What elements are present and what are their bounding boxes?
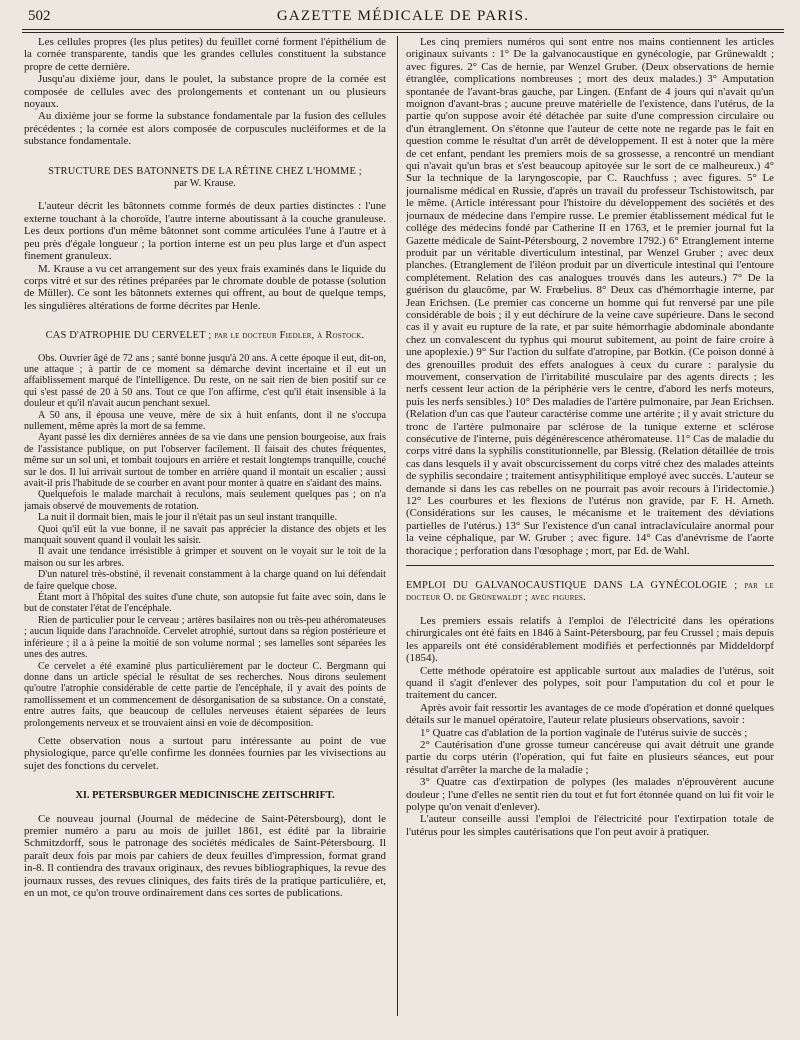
cerebellum-observation <box>24 353 386 729</box>
right-column <box>406 36 774 1026</box>
list-item: 3° Quatre cas d'extirpation de polypes (les malades n'éprouvèrent aucune douleur ; l'une d'elles ne sentit rien du tout et fut fort étonnée quand on lui fit voir le polype qu'on venait d'enlever). <box>406 776 774 813</box>
cornea-paragraph-2: Jusqu'au dixième jour, dans le poulet, la substance propre de la cornée est composée de cellules avec des prolongements et contenant un ou plusieurs noyaux. <box>24 73 386 111</box>
observation-paragraph: D'un naturel très-obstiné, il revenait constamment à la charge quand on lui défendait de faire quelque chose. <box>24 569 386 592</box>
petersburg-paragraph-1: Ce nouveau journal (Journal de médecine de Saint-Pétersbourg), dont le premier numéro a paru au mois de juillet 1861, est édité par la librairie Schmitzdorff, sous le patronage des sociétés médicales de Saint-Pétersbourg. Il paraît deux fois par mois par cahiers de deux feuilles d'impression, format grand in-8. Il contiendra des travaux originaux, des revues bibliographiques, la revue des journaux russes, des revues cliniques, des faits tirés de la pratique particulière, et, en un mot, ce qu'on trouve ordinairement dans ces sortes de publications. <box>24 812 386 899</box>
header-rule <box>22 29 784 30</box>
galvanocaustic-paragraph-2: Cette méthode opératoire est applicable surtout aux maladies de l'utérus, soit quand il s'agit d'enlever des polypes, soit pour l'amputation du col et pour le traitement du cancer. <box>406 664 774 702</box>
observation-paragraph: Étant mort à l'hôpital des suites d'une chute, son autopsie fut faite avec soin, dans le but de constater l'état de l'encéphale. <box>24 592 386 615</box>
galvanocaustic-paragraph-1: Les premiers essais relatifs à l'emploi de l'électricité dans les opérations chirurgicales ont été faits en 1846 à Saint-Pétersbourg, par feu Crussel ; mais depuis les appareils ont été considérablement modifiés et perfectionnés par Middeldorpf (1854). <box>406 614 774 665</box>
cerebellum-conclusion: Cette observation nous a surtout paru intéressante au point de vue physiologique, parce qu'elle confirme les données fournies par les vivisections au sujet des fonctions du cervelet. <box>24 734 386 772</box>
section-heading-galvanocaustic: EMPLOI DU GALVANOCAUSTIQUE DANS LA GYNÉCOLOGIE ; par le docteur O. de Grünewaldt ; avec figures. <box>406 580 774 604</box>
list-item: 2° Cautérisation d'une grosse tumeur cancéreuse qui avait détruit une grande partie du corps utérin (l'opération, qui fut faite en plusieurs séances, eut pour résultat d'arrêter la marche de la maladie ; <box>406 738 774 776</box>
cornea-paragraph-1: Les cellules propres (les plus petites) du feuillet corné forment l'épithélium de la cornée transparente, tandis que les grandes cellules constituent la substance propre de cette dernière. <box>24 36 386 73</box>
header-rule-double <box>22 32 784 33</box>
retina-paragraph-1: L'auteur décrit les bâtonnets comme formés de deux parties distinctes : l'une externe touchant à la choroïde, l'autre interne aboutissant à la couche granuleuse. Les deux portions d'un même bâtonnet sont comme articulées l'une à l'autre et à peu près d'égale longueur ; la portion interne est un peu plus large et d'un aspect finement granuleux. <box>24 200 386 263</box>
observation-paragraph: Quelquefois le malade marchait à reculons, mais seulement quelques pas ; on n'a jamais observé de mouvements de rotation. <box>24 489 386 512</box>
retina-title: STRUCTURE DES BATONNETS DE LA RÉTINE CHEZ L'HOMME ; <box>48 165 362 177</box>
column-divider <box>397 36 398 1016</box>
section-heading-petersburg: XI. PETERSBURGER MEDICINISCHE ZEITSCHRIFT. <box>75 790 335 802</box>
list-item: 1° Quatre cas d'ablation de la portion vaginale de l'utérus suivie de succès ; <box>420 726 748 739</box>
observation-paragraph: Rien de particulier pour le cerveau ; artères basilaires non ou très-peu athéromateuses ; aucun liquide dans l'arachnoïde. Cervelet atrophié, surtout dans sa région postérieure et inférieure ; il a à peine la moitié de son volume normal ; ses lamelles sont séparées les unes des autres. <box>24 614 386 661</box>
journal-title: GAZETTE MÉDICALE DE PARIS. <box>276 8 530 24</box>
observation-paragraph: Ce cervelet a été examiné plus particulièrement par le docteur C. Bergmann qui donne dans un article spécial le résultat de ses recherches. Nous dirons seulement qu'outre l'atrophie considérable de cette partie de l'encéphale, il y avait des points de ramollissement et un commencement de désorganisation de sa substance. On a constaté, entre autres faits, que beaucoup de cellules nerveuses étaient séparées de leurs prolongements nerveux et se trouvaient ainsi en voie de décomposition. <box>24 660 386 729</box>
section-heading-retina <box>24 166 386 191</box>
observations-list <box>406 727 774 814</box>
page-header <box>22 6 784 28</box>
observation-paragraph: La nuit il dormait bien, mais le jour il n'était pas un seul instant tranquille. <box>38 512 337 524</box>
page-number: 502 <box>28 8 51 24</box>
articles-list-paragraph: Les cinq premiers numéros qui sont entre nos mains contiennent les articles originaux suivants : 1° De la galvanocaustique en gynécologie, par Grünewaldt ; avec figures. 2° Cas de hernie, par Wenzel Gruber. (Deux observations de hernie étranglée, complications nombreuses ; mort des deux malades.) 3° Amputation spontanée de l'avant-bras gauche, par Lingen. (Enfant de 4 jours qui n'avait qu'un moignon d'avant-bras ; aucune preuve matérielle de l'existence, dans l'utérus, de la partie qu'on suppose avoir été détachée par suite d'une compression circulaire ou d'un étranglement. On s'étonne que l'auteur de cette note ne regarde pas le fait en question comme le résultat d'un arrêt de développement. Il est à noter que la mère de cet enfant, pendant les premiers mois de sa grossesse, a rencontré un mendiant qui n'avait qu'un bras et s'est beaucoup apitoyée sur le sort de ce malheureux.) 4° Sur la technique de la laryngoscopie, par C. Rauchfuss ; avec figures. 5° Le journalisme médical en Russie, d'après un travail du professeur Tschistowitsch, par le même. (Article intéressant pour l'histoire du développement des sociétés et des journaux de médecine dans l'empire russe. Le premier établissement médical fut le collége des médecins fondé par Catherine II en 1763, et le premier journal fut la Gazette médicale de Saint-Pétersbourg, 2 novembre 1792.) 6° Etranglement interne produit par un véritable diverticulum intestinal, par Wenzel Gruber ; avec deux planches. (Etranglement de l'iléon produit par un diverticule intestinal qui l'entoure complétement. Relation des cas analogues trouvés dans les auteurs.) 7° De la guérison du glaucôme, par W. Frœbelius. 8° Deux cas d'hémorrhagie interne, par Jean Erichsen. (Le premier cas concerne un homme qui fut renversé par une pile considérable de bois ; il y eut déchirure de la veine cave supérieure. Dans le second cas il y avait eu rupture de la rate, et par suite hémorrhagie abdominale abondante chez un convalescent du typhus qui mourut subitement, au point de faire croire à une apoplexie.) 9° Sur l'action du sulfate d'atropine, par Botkin. (Ce poison donné à des grenouilles produit des effets analogues à ceux du curare : paralysie du mouvement, conservation de l'irritabilité musculaire par des agents directs ; les nerfs cessent leur action de la périphérie vers le centre, d'abord les nerfs moteurs, puis les nerfs sensibles.) 10° Des maladies de l'artère pulmonaire, par Jean Erichsen. (Relation d'un cas que l'auteur caractérise comme une artérite ; il y avait stricture du tronc de l'artère pulmonaire par sclérose de la tunique externe et sclérose consécutive de l'interne, puis dégénérescence athéromateuse. 11° Cas de maladie du corps vitré dans la syphilis constitutionnelle, par Blessig. (Relation détaillée de trois cas dans lesquels il y avait obscurcissement du corps vitré chez des malades atteints de syphilis secondaire ; traitement antisyphilitique employé avec succès. L'auteur se demande si dans les cas rebelles on ne pourrait pas avoir recours à l'iridectomie.) 12° Les courbures et les flexions de l'utérus non gravide, par F. H. Arneth. (Considérations sur les causes, le mécanisme et le traitement des déviations partielles de l'utérus.) 13° Sur l'existence d'un canal intraclaviculaire anormal pour la veine céphalique, par W. Gruber ; avec figure. 14° Cas d'anévrisme de l'aorte thoracique ; perforation dans l'œsophage ; mort, par Ed. de Wahl. <box>406 36 774 557</box>
retina-author: par W. Krause. <box>174 178 236 190</box>
section-rule <box>406 565 774 566</box>
cornea-paragraph-3: Au dixième jour se forme la substance fondamentale par la fusion des cellules précédentes ; la cornée est alors composée de corpuscules nucléiformes et de la substance fondamentale. <box>24 110 386 148</box>
left-column <box>24 36 386 1026</box>
galvanocaustic-paragraph-4: L'auteur conseille aussi l'emploi de l'électricité pour l'extirpation totale de l'utérus pour les simples cautérisations que l'on peut avoir à pratiquer. <box>406 813 774 838</box>
section-heading-cerebellum: CAS D'ATROPHIE DU CERVELET ; par le docteur Fiedler, à Rostock. <box>45 330 365 342</box>
observation-paragraph: A 50 ans, il épousa une veuve, mère de six à huit enfants, dont il ne s'occupa nullement, même après la mort de sa femme. <box>24 409 386 432</box>
observation-paragraph: Obs. Ouvrier âgé de 72 ans ; santé bonne jusqu'à 20 ans. A cette époque il eut, dit-on, une attaque ; à partir de ce moment sa démarche devint incertaine et il eut un affaiblissement marqué de l'intelligence. Du reste, on ne sait rien de bien positif sur ce qui s'est passé de 20 à 50 ans. Tout ce que l'on affirme, c'est qu'il était insensible à la douleur et qu'il n'avait aucun penchant sexuel. <box>24 352 386 410</box>
observation-paragraph: Quoi qu'il eût la vue bonne, il ne savait pas apprécier la distance des objets et les manquait souvent quand il voulait les saisir. <box>24 523 386 547</box>
observation-paragraph: Il avait une tendance irrésistible à grimper et souvent on le voyait sur le toit de la maison ou sur les arbres. <box>24 546 386 569</box>
galvanocaustic-paragraph-3: Après avoir fait ressortir les avantages de ce mode d'opération et donné quelques détails sur le manuel opératoire, l'auteur relate plusieurs observations, savoir : <box>406 701 774 727</box>
retina-paragraph-2: M. Krause a vu cet arrangement sur des yeux frais examinés dans le liquide du corps vitré et sur des rétines préparées par le chromate double de potasse (solution de Müller). Ce sont les bâtonnets externes qui offrent, au bout de quelque temps, les singulières altérations de forme décrites par Henle. <box>24 262 386 312</box>
observation-paragraph: Ayant passé les dix dernières années de sa vie dans une pension bourgeoise, aux frais de l'assistance publique, on put l'observer facilement. Il faisait des chutes fréquentes, même sur un sol uni, et tombait toujours en arrière et restait longtemps tranquille, couché sur le dos. Il lui arrivait surtout de tomber en arrière quand il montait un escalier ; aussi avait-il pris l'habitude de se courber en avant pour monter à quatre en s'aidant des mains. <box>24 432 386 489</box>
